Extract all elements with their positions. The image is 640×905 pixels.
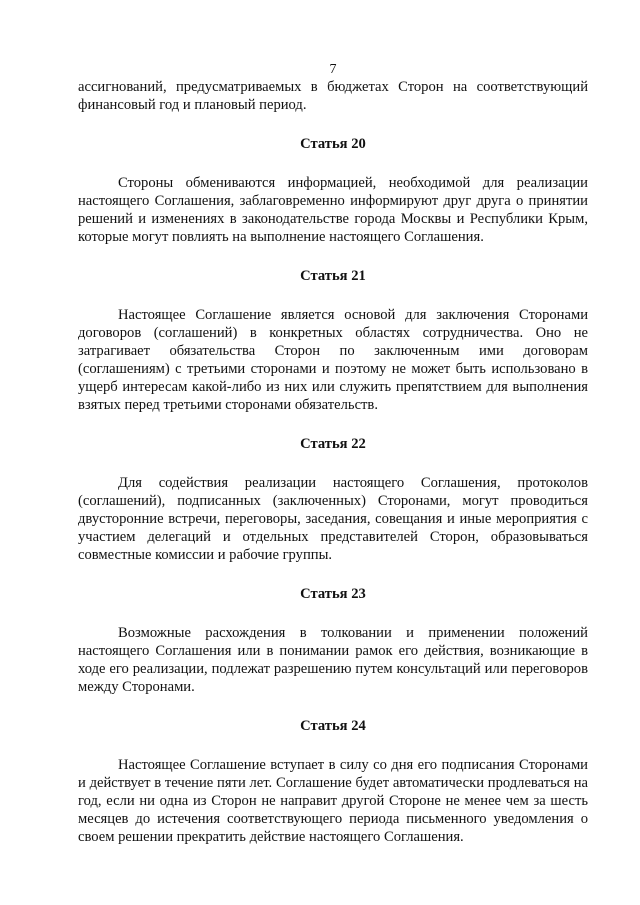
article-text-24: Настоящее Соглашение вступает в силу со дня его подписания Сторонами и действует в течение пяти лет. Соглашение будет автоматически продлеваться на год, если ни одна из Сторон не направит другой Стороне не менее чем за шесть месяцев до истечения соответствующего периода письменного уведомления о своем решении прекратить действие настоящего Соглашения.	[78, 757, 588, 845]
document-page	[78, 62, 588, 846]
article-heading-23: Статья 23	[300, 586, 366, 602]
article-text-23: Возможные расхождения в толковании и применении положений настоящего Соглашения или в понимании рамок его действия, возникающие в ходе его реализации, подлежат разрешению путем консультаций или переговоров между Сторонами.	[78, 625, 588, 695]
article-heading-21: Статья 21	[300, 268, 366, 284]
page-number: 7	[329, 62, 337, 77]
article-text-22: Для содействия реализации настоящего Соглашения, протоколов (соглашений), подписанных (заключенных) Сторонами, могут проводиться двусторонние встречи, переговоры, заседания, совещания и иные мероприятия с участием делегаций и отдельных представителей Сторон, образовываться совместные комиссии и рабочие группы.	[78, 475, 588, 563]
article-text-21: Настоящее Соглашение является основой для заключения Сторонами договоров (соглашений) в конкретных областях сотрудничества. Оно не затрагивает обязательства Сторон по заключенным ими договорам (соглашениям) с третьими сторонами и поэтому не может быть использовано в ущерб интересам какой-либо из них или служить препятствием для выполнения взятых перед третьими сторонами обязательств.	[78, 307, 588, 413]
article-text-20: Стороны обмениваются информацией, необходимой для реализации настоящего Соглашения, заблаговременно информируют друг друга о принятии решений и изменениях в законодательстве города Москвы и Республики Крым, которые могут повлиять на выполнение настоящего Соглашения.	[78, 175, 588, 245]
article-heading-24: Статья 24	[300, 718, 366, 734]
article-heading-20: Статья 20	[300, 136, 366, 152]
intro-paragraph: ассигнований, предусматриваемых в бюджетах Сторон на соответствующий финансовый год и плановый период.	[78, 79, 588, 113]
article-heading-22: Статья 22	[300, 436, 366, 452]
